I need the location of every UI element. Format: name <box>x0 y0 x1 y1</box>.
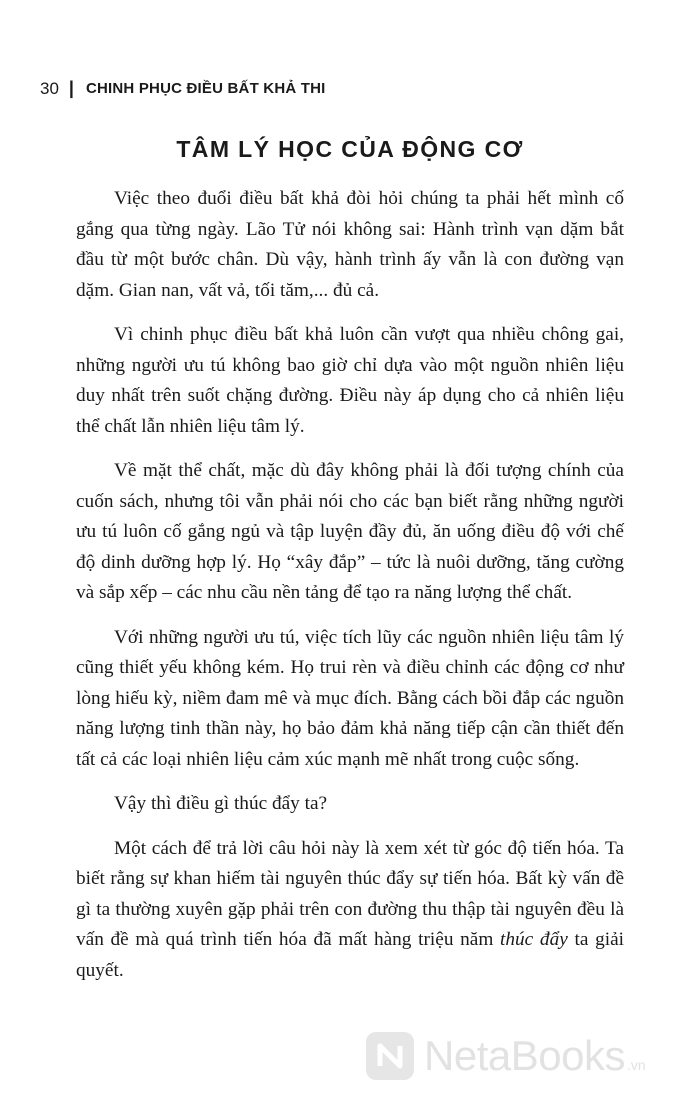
paragraph: Vì chinh phục điều bất khả luôn cần vượt qua nhiều chông gai, những người ưu tú không bao giờ chỉ dựa vào một nguồn nhiên liệu duy nhất trên suốt chặng đường. Điều này áp dụng cho cả nhiên liệu thể chất lẫn nhiên liệu tâm lý. <box>76 324 624 437</box>
paragraph: Việc theo đuổi điều bất khả đòi hỏi chúng ta phải hết mình cố gắng qua từng ngày. Lão Tử nói không sai: Hành trình vạn dặm bắt đầu từ một bước chân. Dù vậy, hành trình ấy vẫn là con đường vạn dặm. Gian nan, vất vả, tối tăm,... đủ cả. <box>76 188 624 301</box>
watermark-suffix: .vn <box>626 1057 646 1073</box>
watermark <box>366 1032 646 1080</box>
header-separator: | <box>68 78 74 98</box>
paragraph-text: Một cách để trả lời câu hỏi này là xem xét từ góc độ tiến hóa. Ta biết rằng sự khan hiếm tài nguyên thúc đẩy sự tiến hóa. Bất kỳ vấn đề gì ta thường xuyên gặp phải trên con đường thu thập tài nguyên đều là vấn đề mà quá trình tiến hóa đã mất hàng triệu năm <box>76 837 624 950</box>
watermark-brand: NetaBooks <box>424 1032 625 1079</box>
page-number: 30 <box>40 78 59 98</box>
book-title: CHINH PHỤC ĐIỀU BẤT KHẢ THI <box>85 80 326 97</box>
section-title: TÂM LÝ HỌC CỦA ĐỘNG CƠ <box>176 136 524 162</box>
paragraph-question: Vậy thì điều gì thúc đẩy ta? <box>114 793 328 814</box>
paragraph: Với những người ưu tú, việc tích lũy các nguồn nhiên liệu tâm lý cũng thiết yếu không kém. Họ trui rèn và điều chỉnh các động cơ như lòng hiếu kỳ, niềm đam mê và mục đích. Bằng cách bồi đắp các nguồn năng lượng tinh thần này, họ bảo đảm khả năng tiếp cận cần thiết đến tất cả các loại nhiên liệu cảm xúc mạnh mẽ nhất trong cuộc sống. <box>76 626 624 770</box>
italic-emphasis: thúc đẩy <box>500 929 568 950</box>
paragraph <box>76 834 624 987</box>
running-header <box>40 78 326 99</box>
body-text <box>76 184 624 1000</box>
paragraph-text: ta giải quyết. <box>76 929 624 981</box>
paragraph: Về mặt thể chất, mặc dù đây không phải là đối tượng chính của cuốn sách, nhưng tôi vẫn phải nói cho các bạn biết rằng những người ưu tú luôn cố gắng ngủ và tập luyện đầy đủ, ăn uống điều độ với chế độ dinh dưỡng hợp lý. Họ “xây đắp” – tức là nuôi dưỡng, tăng cường và sắp xếp – các nhu cầu nền tảng để tạo ra năng lượng thể chất. <box>76 460 624 603</box>
netabooks-logo-icon <box>366 1032 414 1080</box>
